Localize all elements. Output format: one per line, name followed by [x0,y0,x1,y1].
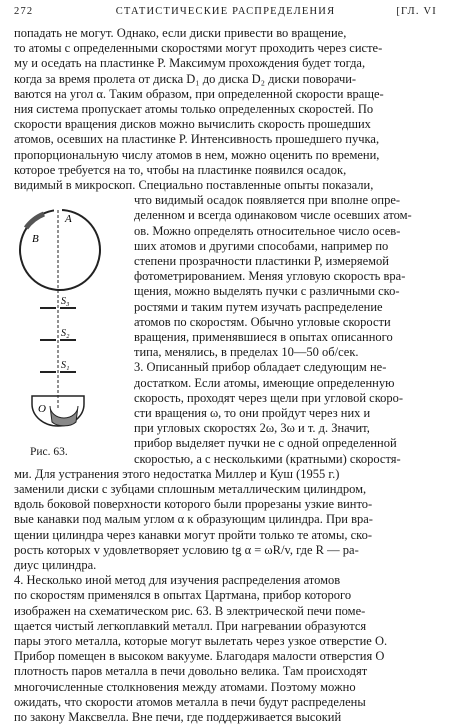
text-line: Прибор помещен в высоком вакууме. Благодаря малости отверстия O [14,649,385,664]
chapter-label: [ГЛ. VI [396,6,437,17]
text-line: деленном и всегда одинаковом числе осевших атом- [134,208,412,223]
text-line: прибор выделяет пучки не с одной определенной [134,436,397,451]
text-line: ния система пропускает атомы только определенных скоростей. По [14,102,374,116]
text-line: вдоль боковой поверхности которого были прорезаны узкие винто- [14,497,373,512]
text-line: ми. Для устранения этого недостатка Миллер и Куш (1955 г.) [14,466,340,481]
text-line: скоростью, а с несколькими (кратными) скоростя- [134,451,401,466]
text-line: ожидать, что скорости атомов металла в печи будут распределены [14,694,366,709]
text-line: при угловых скоростях 2ω, 3ω и т. д. Значит, [134,421,370,436]
text-line: 3. Описанный прибор обладает следующим не- [134,360,387,375]
text-line: многочисленные столкновения между атомами. Поэтому можно [14,679,356,694]
running-title: СТАТИСТИЧЕСКИЕ РАСПРЕДЕЛЕНИЯ [115,6,336,17]
label-s2: S₂ [61,328,70,339]
running-header [14,6,437,22]
text-line: плотность паров металла в печи довольно велика. Там происходят [14,664,368,679]
deposit-arc [26,214,44,228]
text-line: что видимый осадок появляется при вполне опре- [134,193,401,208]
text-line: когда за время пролета от диска D₁ до диска D₂ диски поворачи- [14,71,357,86]
text-line: 4. Несколько иной метод для изучения распределения атомов [14,573,341,588]
text-line: пропорциональную числу атомов в нем, можно оценить по времени, [14,147,380,162]
text-line: изображен на схематическом рис. 63. В электрической печи поме- [14,603,366,618]
text-line: диус цилиндра. [14,558,97,572]
text-line: му и оседать на пластинке P. Максимум прохождения будет тогда, [14,56,366,71]
text-line: попадать не могут. Однако, если диски привести во вращение, [14,26,347,40]
text-line: ростями и таким путем изучать распределение [134,299,383,314]
page-number: 272 [14,6,34,17]
text-line: фотометрированием. Меняя угловую скорость вра- [134,269,406,284]
text-line: вые канавки под малым углом α к образующим цилиндра. При вра- [14,512,373,527]
text-line: ов. Можно определять относительное число осев- [134,223,401,238]
text-line: то атомы с определенными скоростями могут проходить через систе- [14,41,383,56]
text-line: ваются на угол α. Таким образом, при определенной скорости враще- [14,86,384,101]
text-line: атомов, осевших на пластинке P. Интенсивность прошедшего пучка, [14,132,380,147]
text-line: вращения, применявшиеся в опытах описанного [134,330,393,344]
text-line: рость которых v удовлетворяет условию tg α = ωR/v, где R — ра- [14,542,359,557]
text-line: сти вращения ω, то они пройдут через них и [134,406,371,420]
text-line: заменили диски с зубцами сплошным металлическим цилиндром, [14,482,367,496]
text-line: по скоростям применялся в опытах Цартмана, прибор которого [14,588,352,603]
text-line: которое требуется на то, чтобы на пластинке появился осадок, [14,162,347,177]
text-line: щении цилиндра через канавки могут пройти только те атомы, ско- [14,527,372,542]
molten-metal [50,406,78,426]
label-o: O [38,403,46,415]
label-s1: S₁ [61,360,70,371]
figure-63 [10,200,130,440]
text-line: видимый в микроскоп. Специально поставленные опыты показали, [14,178,374,192]
text-line: достатком. Если атомы, имеющие определенную [134,375,395,390]
text-line: пары этого металла, которые могут вылетать через узкое отверстие O. [14,634,388,648]
apparatus-diagram [10,200,130,440]
label-b: B [32,233,39,245]
text-line: щения, можно выделять пучки с различными ско- [134,284,400,299]
text-line: типа, менялись, в пределах 10—50 об/сек. [134,345,359,360]
text-line: скорость, проходят через щели при угловой скоро- [134,390,404,405]
text-line: скорости вращения дисков можно вычислить скорость прошедших [14,117,371,132]
label-a: A [65,213,72,225]
label-s3: S₃ [61,296,70,307]
text-line: щается чистый легкоплавкий металл. При нагревании образуются [14,618,367,633]
text-line: атомов по скоростям. Обычно угловые скорости [134,314,391,329]
text-line: степени прозрачности пластинки P, измеряемой [134,254,389,268]
text-line: по закону Максвелла. Вне печи, где поддерживается высокий [14,710,342,724]
text-line: ших атомов и другими способами, например по [134,238,389,253]
figure-caption: Рис. 63. [30,446,68,458]
